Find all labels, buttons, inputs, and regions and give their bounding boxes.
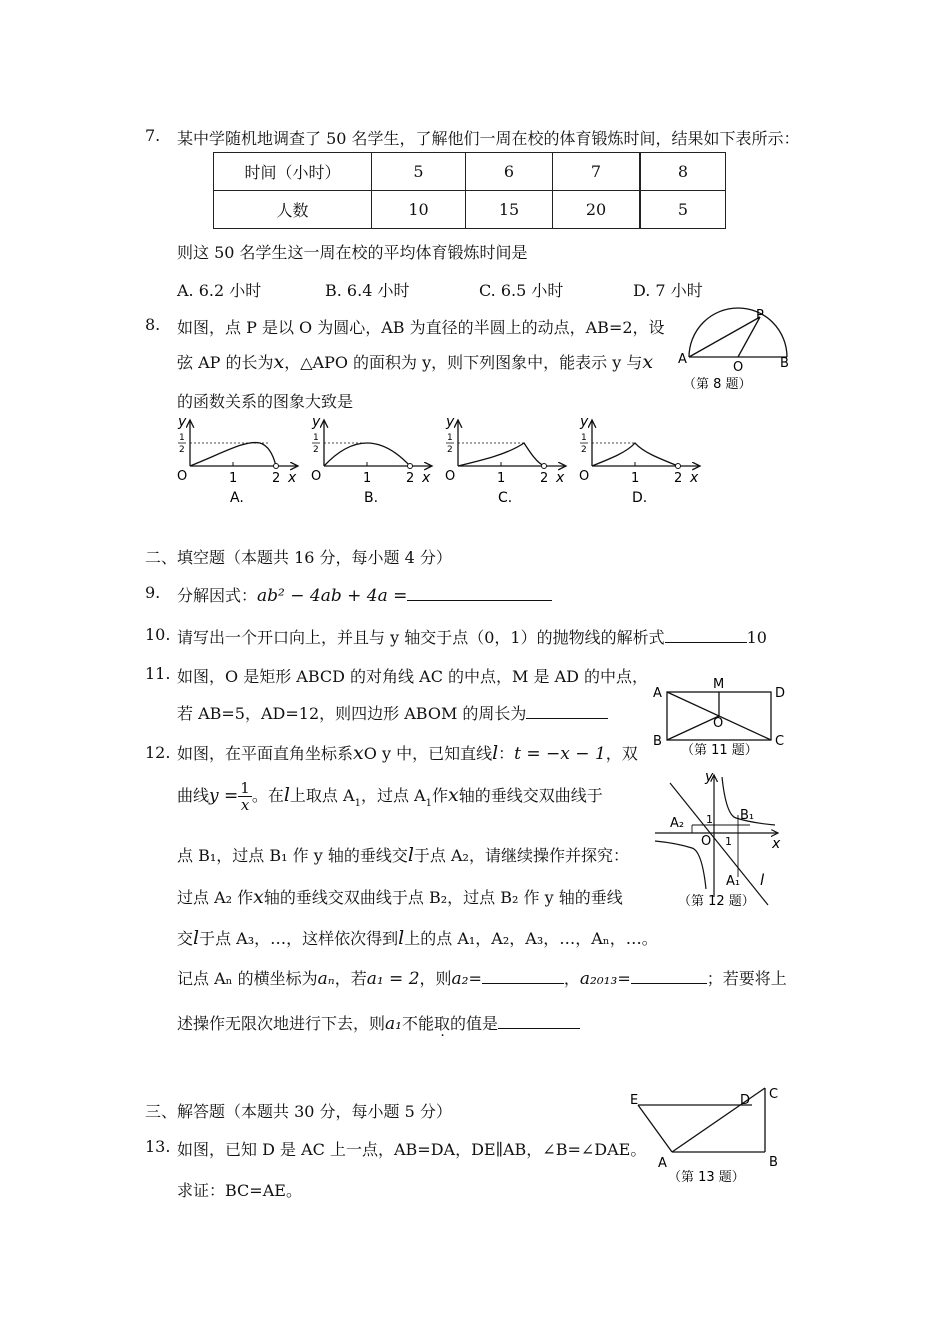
- text: ：: [498, 744, 515, 763]
- text: =: [468, 969, 482, 988]
- var-l: l: [398, 927, 405, 949]
- text: 上取点 A: [289, 786, 355, 805]
- axis-y-label: y: [705, 769, 714, 785]
- seq-a2013: a₂₀₁₃: [579, 969, 618, 989]
- line-l: [670, 783, 768, 905]
- q8-line3: 的函数关系的图象大致是: [177, 392, 354, 411]
- label-a2: A₂: [670, 816, 685, 831]
- axis-x-label: x: [556, 470, 565, 486]
- var-l: l: [193, 927, 200, 949]
- label-b: B: [769, 1155, 778, 1170]
- q11-line2: [177, 701, 608, 724]
- table-cell: 时间（小时）: [214, 153, 372, 191]
- numerator: 1: [240, 779, 250, 797]
- text: 作: [431, 786, 448, 805]
- label-b: B: [653, 734, 662, 749]
- q10-line: [177, 625, 767, 648]
- half-denominator: 2: [313, 445, 319, 455]
- q10-text: 请写出一个开口向上，并且与 y 轴交于点（0，1）的抛物线的解析式: [177, 628, 665, 647]
- text: 于点 A₂，请继续操作并探究：: [413, 846, 629, 865]
- q12-coordinate-figure: [650, 765, 790, 915]
- tick-one: 1: [497, 471, 506, 486]
- text: ，过点 A: [360, 786, 426, 805]
- q11-rectangle-figure: [645, 675, 795, 765]
- q13-line1: 如图，已知 D 是 AC 上一点，AB=DA，DE∥AB，∠B=∠DAE。: [177, 1140, 647, 1159]
- segment-ac: [672, 1088, 765, 1152]
- denominator: x: [240, 796, 250, 814]
- choice-d: D.: [632, 490, 648, 506]
- q12-line7: [177, 1011, 580, 1034]
- answer-blank: [407, 584, 552, 601]
- text: 。在: [251, 786, 284, 805]
- answer-blank: [498, 1012, 580, 1029]
- table-row: [214, 153, 726, 191]
- var-x: x: [273, 351, 285, 373]
- tick-one: 1: [631, 471, 640, 486]
- var-x: x: [448, 784, 459, 806]
- q11-line1: 如图，O 是矩形 ABCD 的对角线 AC 的中点，M 是 AD 的中点，: [177, 667, 649, 686]
- axis-x-label: x: [422, 470, 431, 486]
- answer-blank: [631, 967, 707, 984]
- text: 于点 A₃，…，这样依次得到: [199, 929, 399, 948]
- tick-two: 2: [272, 471, 281, 486]
- table-cell: 6: [466, 153, 553, 191]
- figure-caption: （第 11 题）: [681, 743, 758, 758]
- half-numerator: 1: [581, 433, 587, 443]
- text: 弦 AP 的长为: [177, 353, 274, 372]
- text: 轴的垂线交双曲线于: [458, 786, 603, 805]
- text: 交: [177, 929, 194, 948]
- half-numerator: 1: [179, 433, 185, 443]
- seq-a1-value: a₁ = 2: [366, 969, 420, 989]
- semicircle-arc: [689, 308, 787, 357]
- text: 上的点 A₁，A₂，A₃，…，Aₙ，…。: [404, 929, 658, 948]
- text: 过点 A₂ 作: [177, 888, 254, 907]
- figure-caption: （第 13 题）: [668, 1170, 745, 1185]
- axis-x-label: x: [288, 470, 297, 486]
- q10-tail: 10: [746, 628, 767, 647]
- subscript: 1: [354, 798, 361, 809]
- q7-option-b: B. 6.4 小时: [325, 281, 410, 300]
- label-l: l: [760, 871, 765, 889]
- text: ，若: [334, 969, 367, 988]
- q10-number: 10.: [145, 625, 171, 644]
- label-a1: A₁: [726, 874, 741, 889]
- origin-label: O: [701, 834, 712, 849]
- q13-figure: [620, 1080, 790, 1190]
- choice-a: A.: [230, 490, 244, 506]
- text: O y 中，已知直线: [363, 744, 493, 763]
- text: 如图，在平面直角坐标系: [177, 744, 354, 763]
- label-p: P: [756, 308, 764, 323]
- label-m: M: [713, 677, 725, 692]
- section-3-title: 三、解答题（本题共 30 分，每小题 5 分）: [145, 1102, 452, 1121]
- figure-caption: （第 12 题）: [678, 894, 755, 909]
- var-l: l: [407, 844, 414, 866]
- axis-y-label: y: [580, 414, 589, 430]
- var-x: x: [253, 886, 264, 908]
- label-b: B: [780, 356, 789, 371]
- q9-number: 9.: [145, 583, 161, 602]
- origin-label: O: [445, 469, 456, 484]
- q9-text: 分解因式：: [177, 586, 258, 605]
- table-cell: 10: [372, 191, 466, 229]
- text: 轴的垂线交双曲线于点 B₂，过点 B₂ 作 y 轴的垂线: [263, 888, 623, 907]
- table-cell: 15: [466, 191, 553, 229]
- graph-c: [445, 414, 566, 506]
- q7-number: 7.: [145, 126, 161, 145]
- tick-one-y: 1: [706, 813, 713, 826]
- graph-b: [311, 414, 432, 506]
- table-cell: 7: [553, 153, 641, 191]
- q12-number: 12.: [145, 743, 171, 762]
- text: ；若要将上: [706, 969, 787, 988]
- q11-text: 若 AB=5，AD=12，则四边形 ABOM 的周长为: [177, 704, 527, 723]
- q8-line1: 如图，点 P 是以 O 为圆心，AB 为直径的半圆上的动点，AB=2，设: [177, 318, 665, 337]
- q9-line: [177, 583, 552, 606]
- q12-line1: [177, 741, 638, 764]
- q7-stem: 某中学随机地调查了 50 名学生，了解他们一周在校的体育锻炼时间，结果如下表所示：: [177, 129, 800, 148]
- hyperbola-branch-left: [655, 841, 706, 889]
- section-2-title: 二、填空题（本题共 16 分，每小题 4 分）: [145, 548, 452, 567]
- seq-a2: a₂: [451, 969, 469, 989]
- q7-table: [213, 152, 726, 229]
- text: 点 B₁，过点 B₁ 作 y 轴的垂线交: [177, 846, 408, 865]
- choice-b: B.: [364, 490, 379, 506]
- q9-expression: ab² − 4ab + 4a =: [257, 586, 408, 606]
- origin-label: O: [579, 469, 590, 484]
- table-row: [214, 191, 726, 229]
- line-equation: t = −x − 1: [514, 744, 606, 764]
- q8-graph-choices: [170, 410, 730, 510]
- tick-one-x: 1: [725, 835, 732, 848]
- q12-line6: [177, 966, 787, 989]
- table-cell: 5: [372, 153, 466, 191]
- answer-blank: [665, 626, 747, 643]
- hyperbola-lhs: y =: [209, 786, 239, 806]
- half-denominator: 2: [581, 445, 587, 455]
- q8-number: 8.: [145, 315, 161, 334]
- q12-line5: [177, 926, 658, 949]
- q8-line2: [177, 350, 653, 373]
- axis-y-label: y: [312, 414, 321, 430]
- label-b1: B₁: [740, 808, 755, 823]
- text: 述操作无限次地进行下去，则: [177, 1014, 386, 1033]
- tick-two: 2: [540, 471, 549, 486]
- segment-ea: [638, 1105, 672, 1152]
- label-o: O: [713, 716, 724, 731]
- q13-number: 13.: [145, 1137, 171, 1156]
- axis-y-label: y: [178, 414, 187, 430]
- label-c: C: [769, 1087, 779, 1102]
- graph-a: [177, 414, 298, 506]
- tick-one: 1: [229, 471, 238, 486]
- fraction-one-over-x: [238, 780, 252, 813]
- q7-question: 则这 50 名学生这一周在校的平均体育锻炼时间是: [177, 243, 528, 262]
- half-denominator: 2: [447, 445, 453, 455]
- tick-two: 2: [406, 471, 415, 486]
- table-cell: 8: [640, 153, 726, 191]
- var-x: x: [353, 742, 364, 764]
- text: ，则: [419, 969, 452, 988]
- label-d: D: [740, 1093, 751, 1108]
- q8-semicircle-figure: [675, 305, 805, 395]
- answer-blank: [526, 702, 608, 719]
- graph-d: [579, 414, 700, 506]
- figure-caption: （第 8 题）: [683, 377, 752, 392]
- answer-blank: [482, 967, 564, 984]
- text: 曲线: [177, 786, 210, 805]
- axis-x-label: x: [690, 470, 699, 486]
- choice-c: C.: [498, 490, 513, 506]
- var-l: l: [283, 784, 290, 806]
- q12-line3: [177, 843, 629, 866]
- q7-option-c: C. 6.5 小时: [479, 281, 564, 300]
- table-cell: 5: [640, 191, 726, 229]
- text: 记点 Aₙ 的横坐标为: [177, 969, 318, 988]
- seq-a1: a₁: [385, 1014, 402, 1034]
- text-emphasis: 不能取的值是 ·: [402, 1014, 498, 1033]
- text: ，双: [605, 744, 638, 763]
- label-o: O: [733, 360, 744, 375]
- origin-label: O: [177, 469, 188, 484]
- segment-bo: [667, 716, 719, 740]
- table-cell: 人数: [214, 191, 372, 229]
- var-l: l: [492, 742, 499, 764]
- q7-option-d: D. 7 小时: [633, 281, 703, 300]
- label-c: C: [775, 734, 785, 749]
- tick-two: 2: [674, 471, 683, 486]
- subscript: 1: [425, 798, 432, 809]
- axis-x-label: x: [772, 836, 781, 852]
- half-numerator: 1: [447, 433, 453, 443]
- q12-line4: [177, 885, 623, 908]
- q12-line2: [177, 780, 603, 813]
- label-a: A: [678, 352, 687, 367]
- label-a: A: [653, 686, 662, 701]
- seq-an: aₙ: [317, 969, 335, 989]
- tick-one: 1: [363, 471, 372, 486]
- text: ，△APO 的面积为 y，则下列图象中，能表示 y 与: [284, 353, 643, 372]
- var-x: x: [642, 351, 654, 373]
- q11-number: 11.: [145, 664, 171, 683]
- q13-line2: 求证：BC=AE。: [177, 1181, 302, 1200]
- label-a: A: [658, 1156, 667, 1171]
- table-cell: 20: [553, 191, 641, 229]
- half-denominator: 2: [179, 445, 185, 455]
- text: =: [617, 969, 631, 988]
- label-d: D: [775, 686, 786, 701]
- text: ，: [563, 969, 580, 988]
- half-numerator: 1: [313, 433, 319, 443]
- origin-label: O: [311, 469, 322, 484]
- q7-option-a: A. 6.2 小时: [177, 281, 262, 300]
- label-e: E: [630, 1093, 639, 1108]
- axis-y-label: y: [446, 414, 455, 430]
